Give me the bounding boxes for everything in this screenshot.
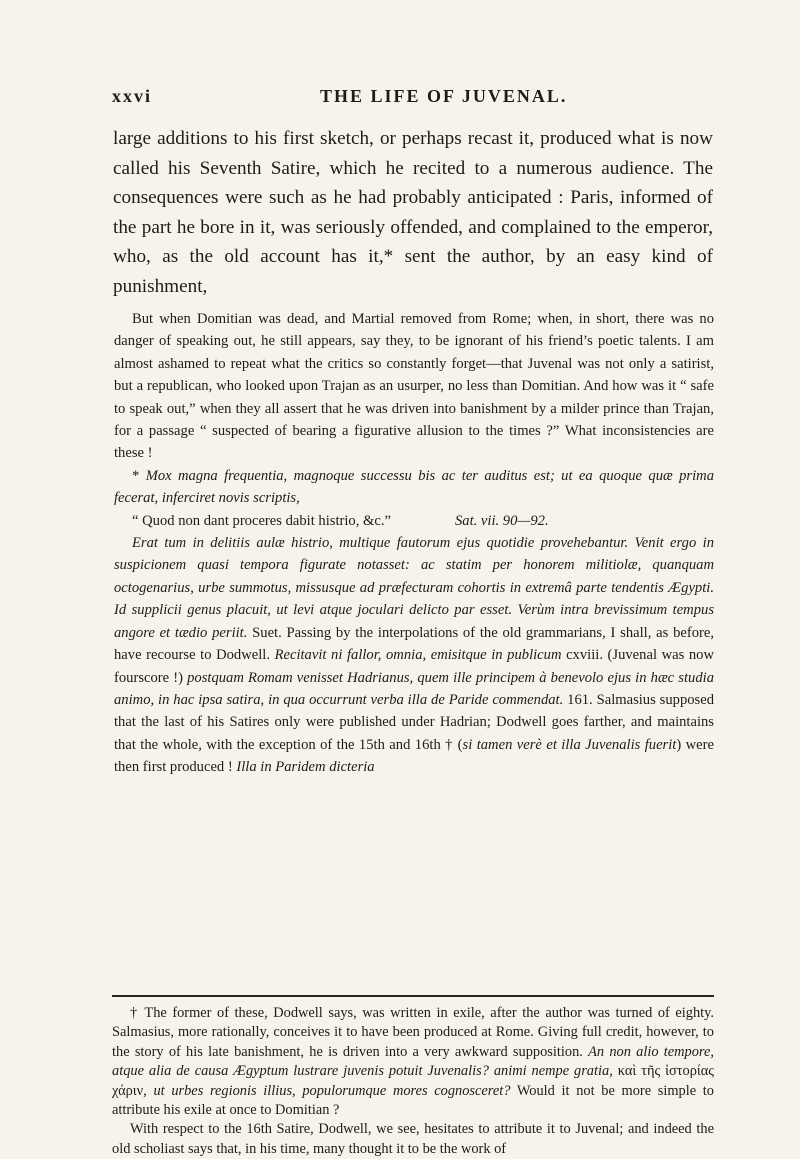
greek-text: καὶ τῆς ἱστορίας χάριν, xyxy=(112,1063,714,1099)
latin-text: Recitavit ni fallor, omnia, emisitque in publicum xyxy=(274,647,562,664)
commentary-paragraph: But when Domitian was dead, and Martial removed from Rome; when, in short, there was no danger of speaking out, he still appears, say they, to be ignorant of his friend’s poetic talents. I am almost ashamed to repeat what the critics so constantly forget—that Juvenal was not only a satirist, but a republican, who looked upon Trajan as an usurper, no less than Domitian. And how was it “ safe to speak out,” when they all assert that he was driven into banishment by a milder prince than Trajan, for a passage “ suspected of bearing a figurative allusion to the times ?” What inconsistencies are these ! xyxy=(114,311,714,462)
footnote-marker: * xyxy=(132,467,146,484)
latin-text: ut urbes regionis illius, populorumque mores cognosceret? xyxy=(153,1082,511,1099)
satire-reference: Sat. vii. 90—92. xyxy=(454,512,549,529)
commentary-text: Suet. Passing by the interpolations of the old grammarians, I shall, as before, have recourse to Dodwell. xyxy=(114,624,714,664)
footnote-paragraph xyxy=(112,1004,714,1120)
footnote-divider xyxy=(112,995,714,997)
commentary-block xyxy=(114,308,714,779)
commentary-text: 161. Salmasius supposed that the last of his Satires only were published under Hadrian; Dodwell goes farther, and maintains that the whole, with the exception of the 15th and 16th † ( xyxy=(114,691,715,753)
verse-quote xyxy=(114,510,714,532)
commentary-text: ) were then first produced ! xyxy=(114,736,714,776)
latin-text: Erat tum in delitiis aulæ histrio, multique fautorum ejus quotidie provehebantur. Venit ergo in suspicionem quasi tempora figurate notasset: ac statim per honorem militiolæ, quanquam octogenarius, urbe summotus, missusque ad præfecturam cohortis in extremâ parte tendentis Ægypti. Id supplicii genus placuit, ut levi atque joculari delicto par esset. Verùm intra brevissimum tempus angore et tædio periit. xyxy=(114,535,714,641)
running-title: THE LIFE OF JUVENAL. xyxy=(320,86,568,106)
footnote-text: † The former of these, Dodwell says, was written in exile, after the author was turned of eighty. Salmasius, more rationally, conceives it to have been produced at Rome. Giving full credit, however, to the story of his late banishment, he is driven into a very awkward supposition. xyxy=(112,1005,714,1060)
latin-text: si tamen verè et illa Juvenalis fuerit xyxy=(462,736,677,753)
commentary-latin-quote xyxy=(114,465,714,510)
main-paragraph: large additions to his first sketch, or perhaps recast it, produced what is now called his Seventh Satire, which he recited to a numerous audience. The consequences were such as he had probably anticipated : Paris, informed of the part he bore in it, was seriously offended, and complained to the emperor, who, as the old account has it,* sent the author, by an easy kind of punishment, xyxy=(113,128,713,297)
latin-text: postquam Romam venisset Hadrianus, quem ille principem à benevolo ejus in hæc studia animo, in hac ipsa satira, in qua occurrunt verba illa de Paride commendat. xyxy=(114,669,714,708)
page-number: xxvi xyxy=(112,86,153,106)
latin-text: Illa in Paridem dicteria xyxy=(236,759,375,776)
latin-text: An non alio tempore, atque alia de causa Ægyptum lustrare juvenis potuit Juvenalis? animi nempe gratia, xyxy=(112,1043,714,1080)
commentary-paragraph xyxy=(114,532,714,778)
footnote-paragraph: With respect to the 16th Satire, Dodwell, we see, hesitates to attribute it to Juvenal; and indeed the old scholiast says that, in his time, many thought it to be the work of xyxy=(112,1121,714,1157)
running-head xyxy=(112,86,712,110)
latin-text: Mox magna frequentia, magnoque successu bis ac ter auditus est; ut ea quoque quæ prima fecerat, inferciret novis scriptis, xyxy=(114,467,714,507)
quote-text: “ Quod non dant proceres dabit histrio, &c.” xyxy=(132,512,391,529)
footnote-text: Would it not be more simple to attribute his exile at once to Domitian ? xyxy=(112,1082,715,1119)
commentary-text: cxviii. (Juvenal was now fourscore !) xyxy=(114,647,714,686)
footnote-block xyxy=(112,1004,714,1159)
